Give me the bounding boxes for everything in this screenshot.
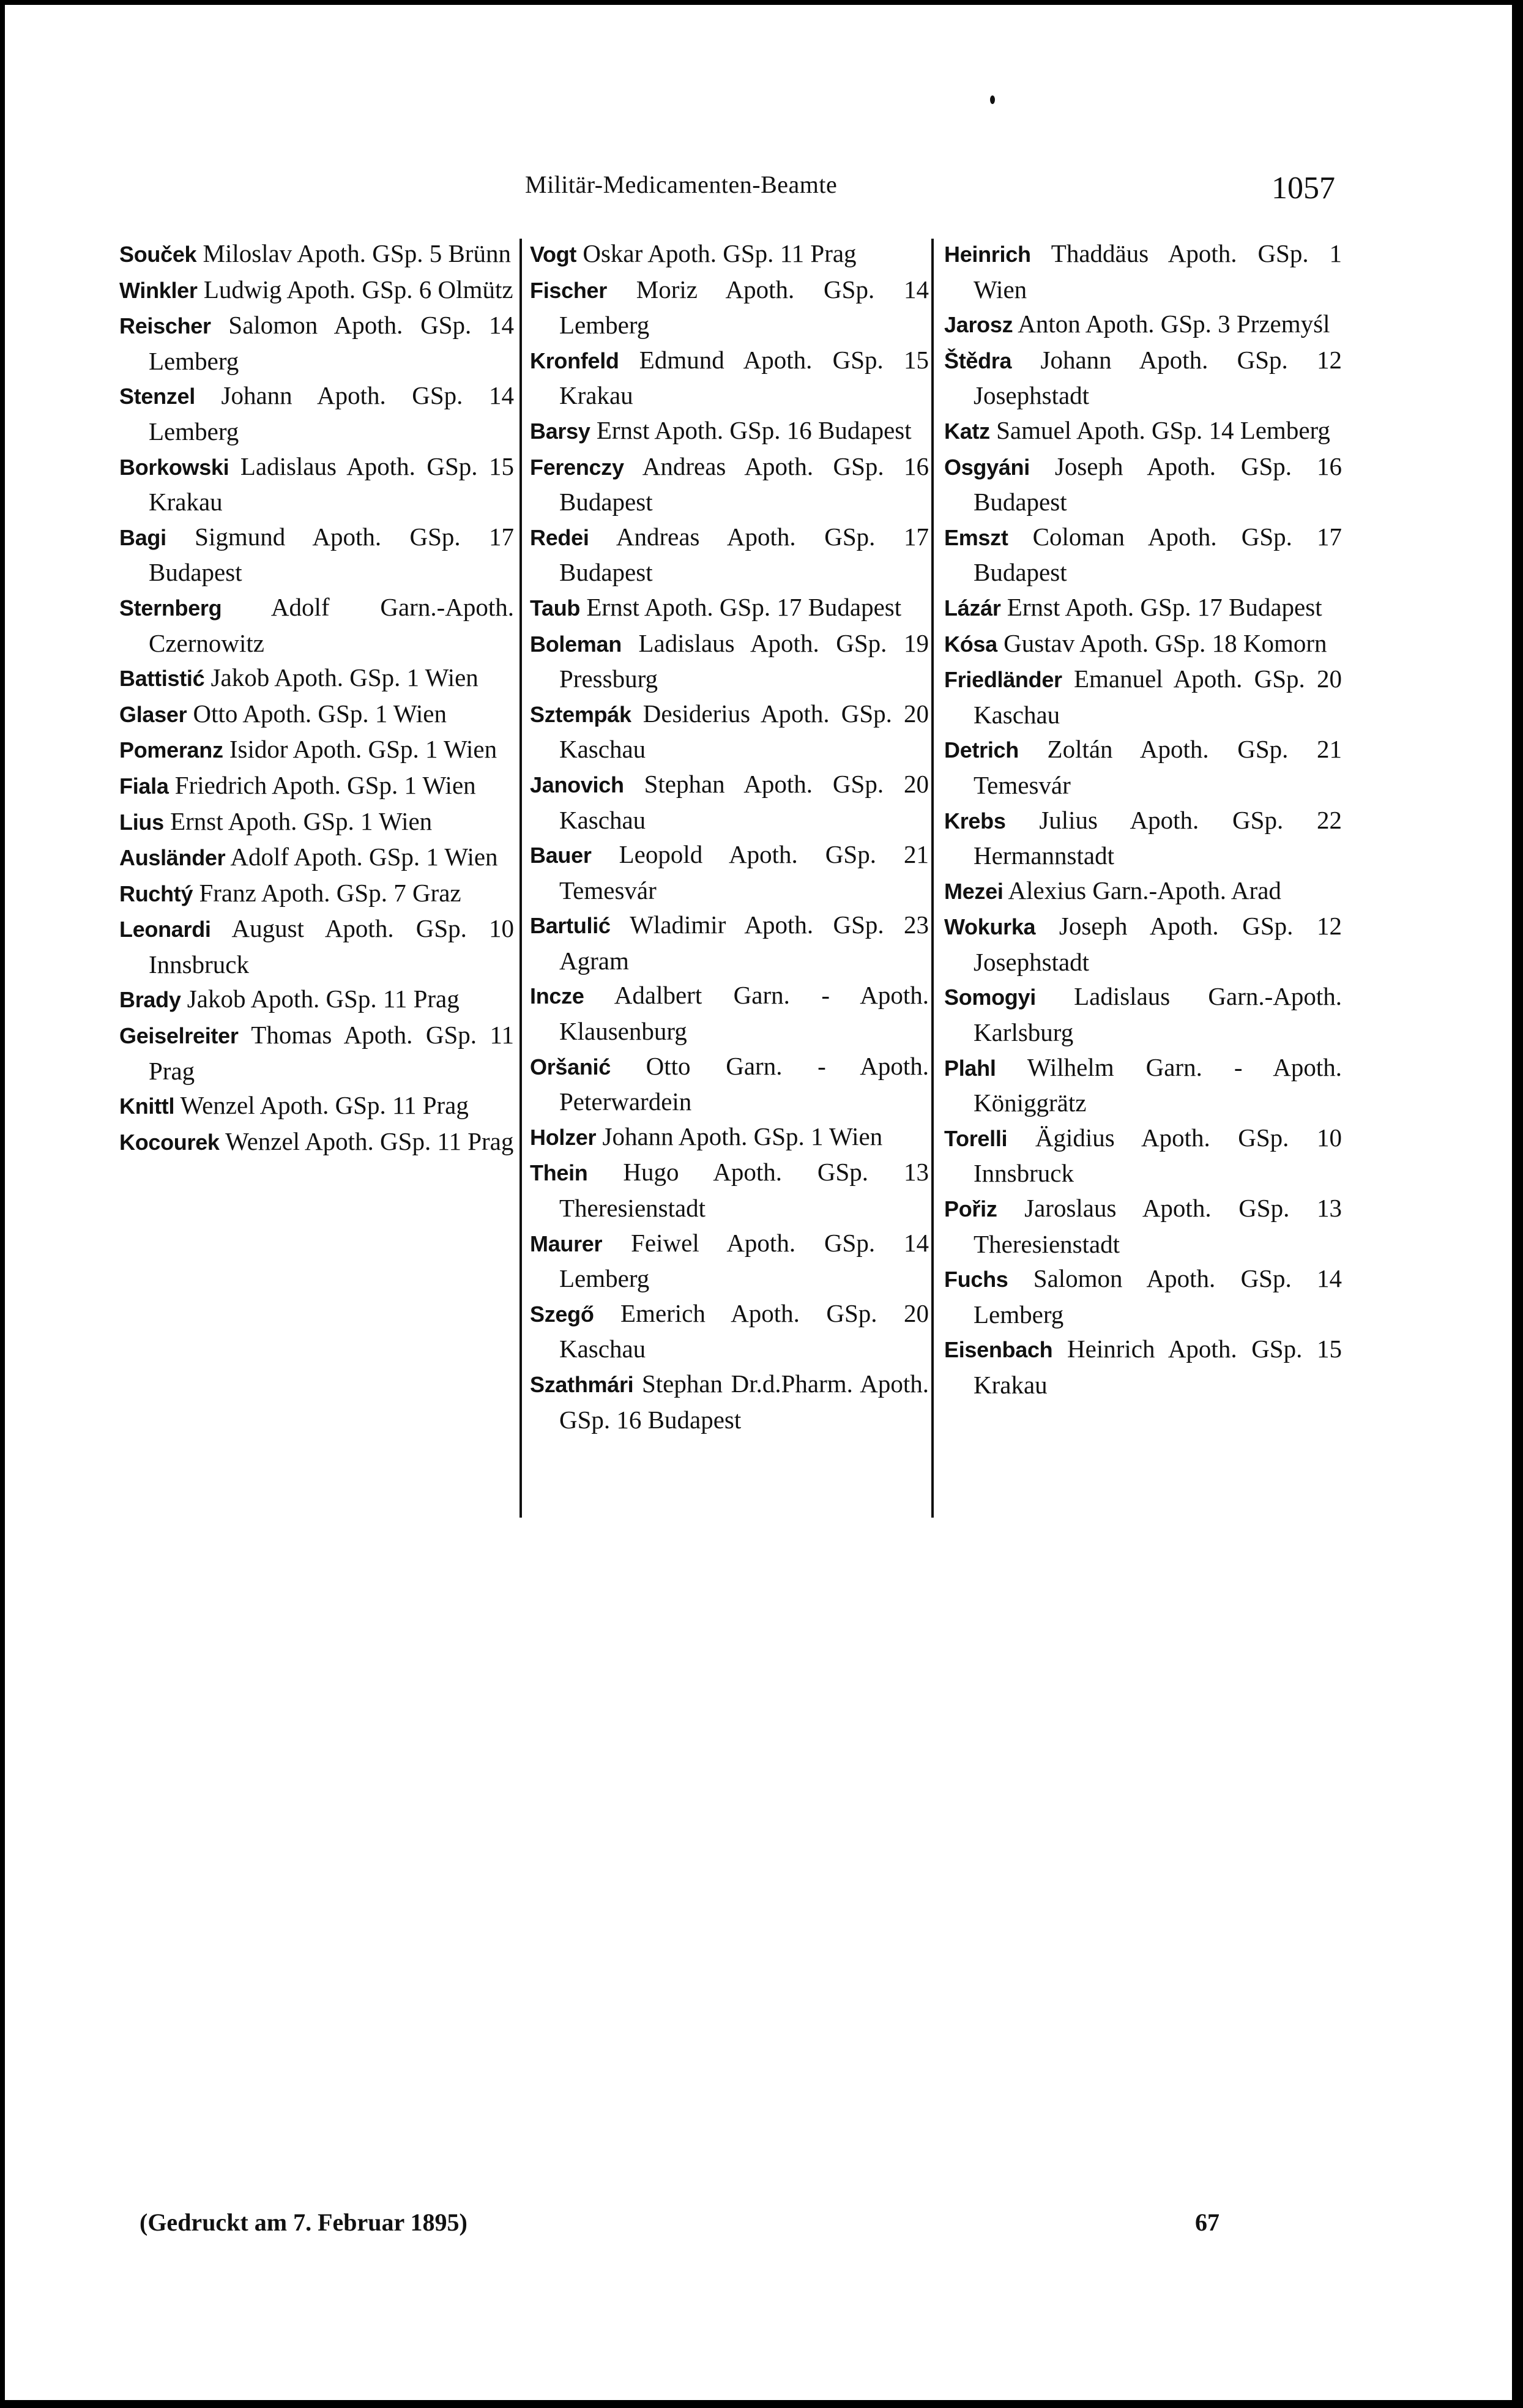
entry-surname: Eisenbach	[944, 1337, 1053, 1363]
entry-surname: Fuchs	[944, 1267, 1008, 1292]
entry-details: Ernst Apoth. GSp. 17 Budapest	[1000, 592, 1322, 621]
entry-surname: Wokurka	[944, 914, 1036, 940]
entry-surname: Reischer	[119, 313, 211, 339]
directory-entry	[530, 1155, 929, 1225]
entry-details: Ernst Apoth. GSp. 17 Budapest	[580, 592, 902, 621]
entry-surname: Friedländer	[944, 667, 1062, 693]
entry-surname: Plahl	[944, 1055, 996, 1081]
directory-entry	[119, 876, 514, 912]
entry-details: Heinrich Apoth. GSp. 15 Krakau	[974, 1335, 1342, 1399]
entry-surname: Pořiz	[944, 1196, 997, 1222]
entry-surname: Lius	[119, 809, 164, 835]
directory-entry	[119, 590, 514, 660]
directory-entry	[119, 732, 514, 768]
directory-entry	[944, 803, 1342, 873]
entry-details: Ladislaus Apoth. GSp. 15 Krakau	[149, 452, 514, 516]
entry-surname: Szegő	[530, 1301, 594, 1327]
entry-details: Andreas Apoth. GSp. 17 Budapest	[559, 522, 929, 587]
directory-entry	[530, 837, 929, 908]
entry-surname: Redei	[530, 524, 589, 550]
directory-entry	[119, 236, 514, 272]
entry-details: Andreas Apoth. GSp. 16 Budapest	[559, 452, 929, 516]
directory-entry	[530, 978, 929, 1048]
entry-details: Moriz Apoth. GSp. 14 Lemberg	[559, 275, 929, 340]
entry-surname: Krebs	[944, 808, 1006, 833]
entry-details: Joseph Apoth. GSp. 12 Josephstadt	[974, 912, 1342, 976]
entry-details: Johann Apoth. GSp. 12 Josephstadt	[974, 345, 1342, 410]
ink-speck	[990, 95, 995, 104]
entry-surname: Maurer	[530, 1231, 603, 1256]
entry-details: Coloman Apoth. GSp. 17 Budapest	[974, 522, 1342, 587]
entry-details: Julius Apoth. GSp. 22 Hermannstadt	[974, 805, 1342, 870]
directory-entry	[944, 1261, 1342, 1332]
entry-surname: Osgyáni	[944, 454, 1030, 480]
entry-surname: Knittl	[119, 1094, 175, 1119]
directory-entry	[530, 1226, 929, 1296]
entry-details: Gustav Apoth. GSp. 18 Komorn	[997, 628, 1327, 657]
entry-details: Zoltán Apoth. GSp. 21 Temesvár	[974, 735, 1342, 799]
directory-entry	[944, 520, 1342, 590]
entry-surname: Kocourek	[119, 1129, 220, 1155]
directory-entry	[119, 520, 514, 590]
entry-surname: Emszt	[944, 524, 1008, 550]
entry-details: Salomon Apoth. GSp. 14 Lemberg	[974, 1264, 1342, 1329]
entry-details: Joseph Apoth. GSp. 16 Budapest	[974, 452, 1342, 516]
entry-details: Ernst Apoth. GSp. 16 Budapest	[590, 416, 912, 444]
entry-surname: Torelli	[944, 1125, 1008, 1151]
directory-entry	[944, 1120, 1342, 1191]
directory-entry	[119, 1088, 514, 1124]
entry-details: Emerich Apoth. GSp. 20 Kaschau	[559, 1299, 929, 1363]
entry-details: Ladislaus Apoth. GSp. 19 Pressburg	[559, 628, 929, 693]
directory-entry	[944, 732, 1342, 802]
entry-surname: Holzer	[530, 1124, 597, 1150]
entry-surname: Kósa	[944, 631, 997, 657]
entry-details: Otto Garn. - Apoth. Peterwardein	[559, 1051, 929, 1116]
entry-surname: Ferenczy	[530, 454, 624, 480]
directory-entry	[530, 590, 929, 626]
entry-details: Ernst Apoth. GSp. 1 Wien	[163, 807, 433, 835]
directory-entry	[119, 449, 514, 520]
directory-entry	[119, 660, 514, 696]
entry-details: Feiwel Apoth. GSp. 14 Lemberg	[559, 1228, 929, 1293]
entry-surname: Heinrich	[944, 242, 1031, 267]
entry-surname: Glaser	[119, 701, 187, 727]
entry-details: Franz Apoth. GSp. 7 Graz	[193, 878, 461, 907]
entry-details: Wenzel Apoth. GSp. 11 Prag	[219, 1127, 514, 1155]
entry-surname: Štědra	[944, 348, 1012, 373]
directory-entry	[530, 1119, 929, 1155]
entry-surname: Janovich	[530, 772, 624, 797]
entry-details: Adalbert Garn. - Apoth. Klausenburg	[559, 981, 929, 1046]
directory-entry	[119, 982, 514, 1018]
directory-entry	[530, 413, 929, 449]
entry-surname: Taub	[530, 595, 581, 621]
entry-details: Adolf Apoth. GSp. 1 Wien	[225, 843, 498, 871]
entry-surname: Battistić	[119, 666, 205, 691]
entry-details: Otto Apoth. GSp. 1 Wien	[187, 699, 447, 728]
directory-entry	[944, 413, 1342, 449]
directory-entry	[119, 1018, 514, 1088]
entry-details: Ladislaus Garn.-Apoth. Karlsburg	[974, 982, 1342, 1047]
entry-details: Desiderius Apoth. GSp. 20 Kaschau	[559, 699, 929, 764]
entry-details: Hugo Apoth. GSp. 13 Theresienstadt	[559, 1158, 929, 1223]
directory-entry	[119, 696, 514, 732]
sheet-signature: 67	[1195, 2209, 1220, 2236]
entry-details: Sigmund Apoth. GSp. 17 Budapest	[149, 522, 514, 587]
directory-entry	[119, 1124, 514, 1160]
printing-date: (Gedruckt am 7. Februar 1895)	[140, 2209, 467, 2236]
entry-surname: Oršanić	[530, 1054, 611, 1079]
entry-surname: Mezei	[944, 878, 1004, 904]
entry-details: Wenzel Apoth. GSp. 11 Prag	[174, 1091, 469, 1120]
entry-surname: Ruchtý	[119, 881, 193, 906]
entry-details: Friedrich Apoth. GSp. 1 Wien	[168, 770, 476, 799]
entry-surname: Sternberg	[119, 595, 222, 621]
entry-surname: Bauer	[530, 843, 592, 868]
entry-surname: Somogyi	[944, 985, 1036, 1010]
entry-details: Wilhelm Garn. - Apoth. Königgrätz	[974, 1053, 1342, 1117]
directory-entry	[944, 979, 1342, 1049]
entry-details: Thomas Apoth. GSp. 11 Prag	[149, 1021, 514, 1085]
entry-surname: Kronfeld	[530, 348, 619, 373]
directory-entry	[530, 696, 929, 767]
entry-details: Emanuel Apoth. GSp. 20 Kaschau	[974, 665, 1342, 729]
directory-entry	[530, 626, 929, 696]
entry-details: Jakob Apoth. GSp. 1 Wien	[204, 663, 478, 692]
directory-entry	[944, 1191, 1342, 1261]
entry-details: Johann Apoth. GSp. 14 Lemberg	[149, 381, 514, 445]
directory-entry	[119, 308, 514, 378]
directory-entry	[530, 236, 929, 272]
entry-surname: Winkler	[119, 277, 198, 303]
entry-details: Alexius Garn.-Apoth. Arad	[1003, 876, 1281, 904]
directory-entry	[530, 767, 929, 837]
directory-entry	[530, 272, 929, 343]
entry-details: Anton Apoth. GSp. 3 Przemyśl	[1013, 310, 1330, 338]
entry-surname: Katz	[944, 418, 990, 444]
column-3	[944, 236, 1342, 1403]
entry-details: August Apoth. GSp. 10 Innsbruck	[149, 914, 514, 978]
entry-surname: Pomeranz	[119, 737, 223, 763]
entry-details: Jakob Apoth. GSp. 11 Prag	[181, 985, 460, 1013]
directory-entry	[119, 911, 514, 982]
directory-entry	[944, 590, 1342, 626]
entry-details: Thaddäus Apoth. GSp. 1 Wien	[974, 239, 1342, 304]
entry-details: Miloslav Apoth. GSp. 5 Brünn	[196, 239, 511, 267]
column-divider	[931, 239, 934, 1518]
directory-entry	[944, 307, 1342, 343]
entry-details: Isidor Apoth. GSp. 1 Wien	[223, 735, 497, 764]
entry-details: Wladimir Apoth. GSp. 23 Agram	[559, 911, 929, 975]
directory-entry	[530, 1296, 929, 1366]
directory-entry	[944, 1050, 1342, 1120]
column-divider	[519, 239, 522, 1518]
entry-surname: Barsy	[530, 418, 590, 444]
running-header-title: Militär-Medicamenten-Beamte	[525, 171, 838, 198]
entry-details: Adolf Garn.-Apoth. Czernowitz	[149, 592, 514, 657]
directory-entry	[944, 626, 1342, 662]
directory-entry	[944, 909, 1342, 979]
entry-surname: Stenzel	[119, 384, 195, 409]
entry-details: Leopold Apoth. GSp. 21 Temesvár	[559, 840, 929, 904]
directory-entry	[530, 908, 929, 978]
entry-surname: Sztempák	[530, 701, 631, 727]
entry-details: Ägidius Apoth. GSp. 10 Innsbruck	[974, 1123, 1342, 1188]
directory-entry	[530, 449, 929, 520]
directory-entry	[944, 236, 1342, 307]
directory-entry	[119, 272, 514, 308]
page-number: 1057	[1272, 171, 1335, 206]
directory-entry	[530, 520, 929, 590]
entry-surname: Thein	[530, 1160, 588, 1186]
entry-surname: Fiala	[119, 773, 169, 799]
directory-entry	[119, 804, 514, 840]
entry-surname: Lázár	[944, 595, 1001, 621]
directory-entry	[119, 768, 514, 804]
entry-details: Johann Apoth. GSp. 1 Wien	[596, 1122, 883, 1150]
directory-entry	[119, 378, 514, 449]
entry-surname: Leonardi	[119, 917, 211, 942]
directory-entry	[944, 873, 1342, 909]
entry-surname: Ausländer	[119, 845, 226, 871]
entry-details: Stephan Dr.d.Pharm. Apoth. GSp. 16 Budapest	[559, 1370, 929, 1434]
directory-entry	[530, 1049, 929, 1119]
entry-surname: Bartulić	[530, 913, 611, 939]
entry-surname: Borkowski	[119, 454, 229, 480]
entry-surname: Szathmári	[530, 1372, 634, 1397]
entry-surname: Jarosz	[944, 312, 1013, 338]
entry-surname: Fischer	[530, 277, 607, 303]
entry-surname: Geiselreiter	[119, 1023, 239, 1049]
directory-entry	[944, 1332, 1342, 1402]
entry-details: Stephan Apoth. GSp. 20 Kaschau	[559, 769, 929, 834]
directory-entry	[944, 449, 1342, 520]
entry-details: Samuel Apoth. GSp. 14 Lemberg	[989, 416, 1330, 444]
entry-details: Ludwig Apoth. GSp. 6 Olmütz	[197, 275, 513, 304]
entry-details: Edmund Apoth. GSp. 15 Krakau	[559, 345, 929, 410]
entry-surname: Brady	[119, 987, 181, 1013]
directory-entry	[530, 343, 929, 413]
directory-entry	[944, 662, 1342, 732]
entry-details: Oskar Apoth. GSp. 11 Prag	[576, 239, 857, 267]
directory-entry	[530, 1366, 929, 1437]
directory-entry	[119, 840, 514, 876]
column-1	[119, 236, 514, 1160]
document-page	[5, 5, 1512, 2400]
entry-details: Salomon Apoth. GSp. 14 Lemberg	[149, 311, 514, 375]
entry-surname: Detrich	[944, 737, 1019, 763]
entry-surname: Bagi	[119, 524, 166, 550]
entry-surname: Boleman	[530, 631, 622, 657]
directory-entry	[944, 343, 1342, 413]
entry-surname: Souček	[119, 242, 197, 267]
entry-details: Jaroslaus Apoth. GSp. 13 Theresienstadt	[974, 1194, 1342, 1258]
entry-surname: Incze	[530, 983, 584, 1009]
column-2	[530, 236, 929, 1437]
entry-surname: Vogt	[530, 242, 577, 267]
